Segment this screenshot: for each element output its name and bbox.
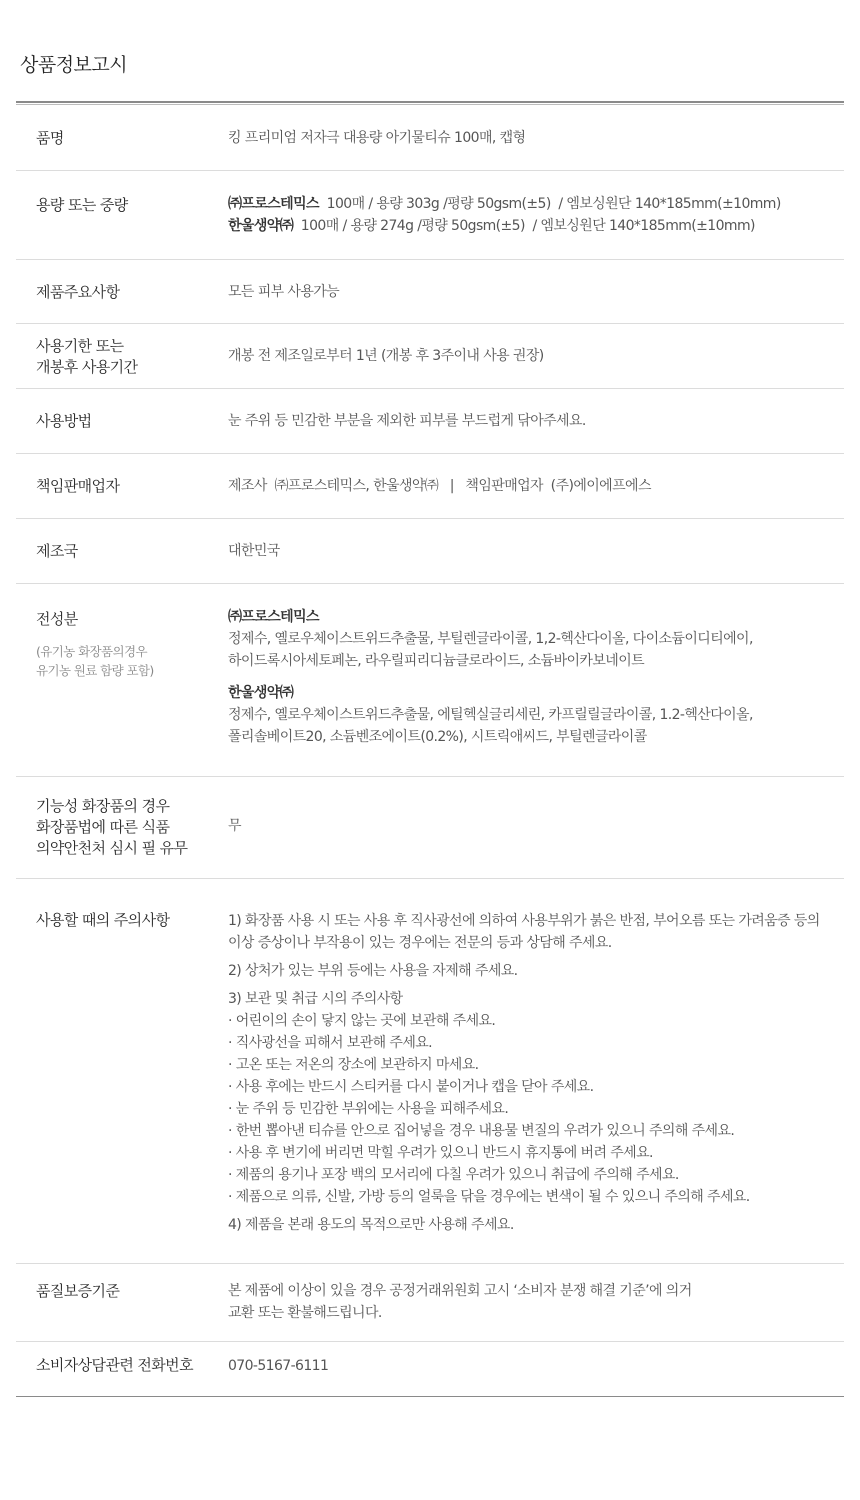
caution-subtitle: 3) 보관 및 취급 시의 주의사항 xyxy=(228,991,403,1007)
row-label: 품명 xyxy=(36,129,64,147)
row-expiry xyxy=(16,324,844,389)
row-label: 제품주요사항 xyxy=(36,283,120,301)
row-country xyxy=(16,519,844,584)
caution-line: 4) 제품을 본래 용도의 목적으로만 사용해 주세요. xyxy=(228,1217,514,1233)
row-value: 눈 주위 등 민감한 부분을 제외한 피부를 부드럽게 닦아주세요. xyxy=(228,413,586,429)
row-value: 대한민국 xyxy=(228,543,280,559)
row-value: 모든 피부 사용가능 xyxy=(228,284,340,300)
table-bottom-rule xyxy=(16,1396,844,1397)
label-line: 의약안천처 심시 필 유무 xyxy=(36,839,188,857)
capacity-line-1 xyxy=(228,193,840,215)
row-value xyxy=(228,1280,840,1324)
caution-bullet: · 제품의 용기나 포장 백의 모서리에 다칠 우려가 있으니 취급에 주의해 주세요. xyxy=(228,1167,679,1183)
row-label: 품질보증기준 xyxy=(36,1282,120,1300)
row-ingredients xyxy=(16,584,844,777)
label-note-line: (유기농 화장품의경우 xyxy=(36,644,147,659)
caution-bullet: · 고온 또는 저온의 장소에 보관하지 마세요. xyxy=(228,1057,479,1073)
maker-name: 한울생약㈜ xyxy=(228,685,294,701)
ingredient-line: 정제수, 옐로우체이스트위드추출물, 부틸렌글라이콜, 1,2-헥산다이올, 다이소듐이디티에이, xyxy=(228,631,753,647)
ingredient-line: 하이드록시아세토페논, 라우릴피리디늄클로라이드, 소듐바이카보네이트 xyxy=(228,653,645,669)
row-main-specs xyxy=(16,260,844,324)
caution-bullet: · 사용 후 변기에 버리면 막힐 우려가 있으니 반드시 휴지통에 버려 주세요. xyxy=(228,1145,653,1161)
caution-bullet: · 사용 후에는 반드시 스티커를 다시 붙이거나 캡을 닫아 주세요. xyxy=(228,1079,594,1095)
phone-number: 070-5167-6111 xyxy=(228,1358,329,1374)
caution-bullet: · 어린이의 손이 닿지 않는 곳에 보관해 주세요. xyxy=(228,1013,496,1029)
maker-name: ㈜프로스테믹스 xyxy=(228,196,319,212)
row-value xyxy=(228,910,843,1236)
label-line: 사용기한 또는 xyxy=(36,337,124,355)
row-label: 사용할 때의 주의사항 xyxy=(36,911,170,929)
quality-line: 본 제품에 이상이 있을 경우 공정거래위원회 고시 ‘소비자 분쟁 해결 기준’에 의거 xyxy=(228,1283,692,1299)
label-note xyxy=(36,642,154,680)
row-cautions xyxy=(16,879,844,1264)
maker-name: 한울생약㈜ xyxy=(228,218,294,234)
row-label xyxy=(36,609,154,680)
capacity-spec: 100매 / 용량 303g /평량 50gsm(±5) / 엠보싱원단 140*185mm(±10mm) xyxy=(318,196,781,212)
row-label xyxy=(36,336,137,378)
row-seller xyxy=(16,454,844,519)
row-product-name xyxy=(16,105,844,171)
ingredient-line: 폴리솔베이트20, 소듐벤조에이트(0.2%), 시트릭애씨드, 부틸렌글라이콜 xyxy=(228,729,647,745)
row-value xyxy=(228,193,840,237)
caution-line: 1) 화장품 사용 시 또는 사용 후 직사광선에 의하여 사용부위가 붉은 반점, 부어오름 또는 가려움증 등의 xyxy=(228,913,820,929)
row-label: 책임판매업자 xyxy=(36,477,120,495)
row-quality xyxy=(16,1264,844,1342)
row-value: 개봉 전 제조일로부터 1년 (개봉 후 3주이내 사용 권장) xyxy=(228,348,544,364)
maker-name: ㈜프로스테믹스 xyxy=(228,609,319,625)
row-value: 킹 프리미엄 저자극 대용량 아기물티슈 100매, 캡형 xyxy=(228,130,526,146)
label-line: 개봉후 사용기간 xyxy=(36,358,138,376)
label-line: 화장품법에 따른 식품 xyxy=(36,818,170,836)
caution-line: 이상 증상이나 부작용이 있는 경우에는 전문의 등과 상담해 주세요. xyxy=(228,935,612,951)
row-label: 사용방법 xyxy=(36,412,92,430)
label-line: 기능성 화장품의 경우 xyxy=(36,797,170,815)
caution-bullet: · 제품으로 의류, 신발, 가방 등의 얼룩을 닦을 경우에는 변색이 될 수 있으니 주의해 주세요. xyxy=(228,1189,750,1205)
row-label: 소비자상담관련 전화번호 xyxy=(36,1356,193,1374)
row-phone xyxy=(16,1342,844,1396)
quality-line: 교환 또는 환불해드립니다. xyxy=(228,1305,382,1321)
row-functional xyxy=(16,777,844,879)
capacity-line-2 xyxy=(228,215,840,237)
row-label: 용량 또는 중량 xyxy=(36,196,128,214)
capacity-spec: 100매 / 용량 274g /평량 50gsm(±5) / 엠보싱원단 140*185mm(±10mm) xyxy=(293,218,755,234)
row-value: 무 xyxy=(228,818,241,834)
row-capacity xyxy=(16,171,844,260)
row-label: 제조국 xyxy=(36,542,78,560)
caution-line: 2) 상처가 있는 부위 등에는 사용을 자제해 주세요. xyxy=(228,963,518,979)
row-label xyxy=(36,796,187,859)
ingredient-line: 정제수, 옐로우체이스트위드추출물, 에틸헥실글리세린, 카프릴릴글라이콜, 1.2-헥산다이올, xyxy=(228,707,753,723)
label-line: 전성분 xyxy=(36,610,78,628)
label-note-line: 유기농 원료 함량 포함) xyxy=(36,663,154,678)
row-value xyxy=(228,606,840,748)
row-usage xyxy=(16,389,844,454)
caution-bullet: · 직사광선을 피해서 보관해 주세요. xyxy=(228,1035,433,1051)
row-value: 제조사 ㈜프로스테믹스, 한울생약㈜ | 책임판매업자 (주)에이에프에스 xyxy=(228,478,651,494)
page-title: 상품정보고시 xyxy=(20,54,128,76)
caution-bullet: · 눈 주위 등 민감한 부위에는 사용을 피해주세요. xyxy=(228,1101,509,1117)
caution-bullet: · 한번 뽑아낸 티슈를 안으로 집어넣을 경우 내용물 변질의 우려가 있으니 주의해 주세요. xyxy=(228,1123,735,1139)
